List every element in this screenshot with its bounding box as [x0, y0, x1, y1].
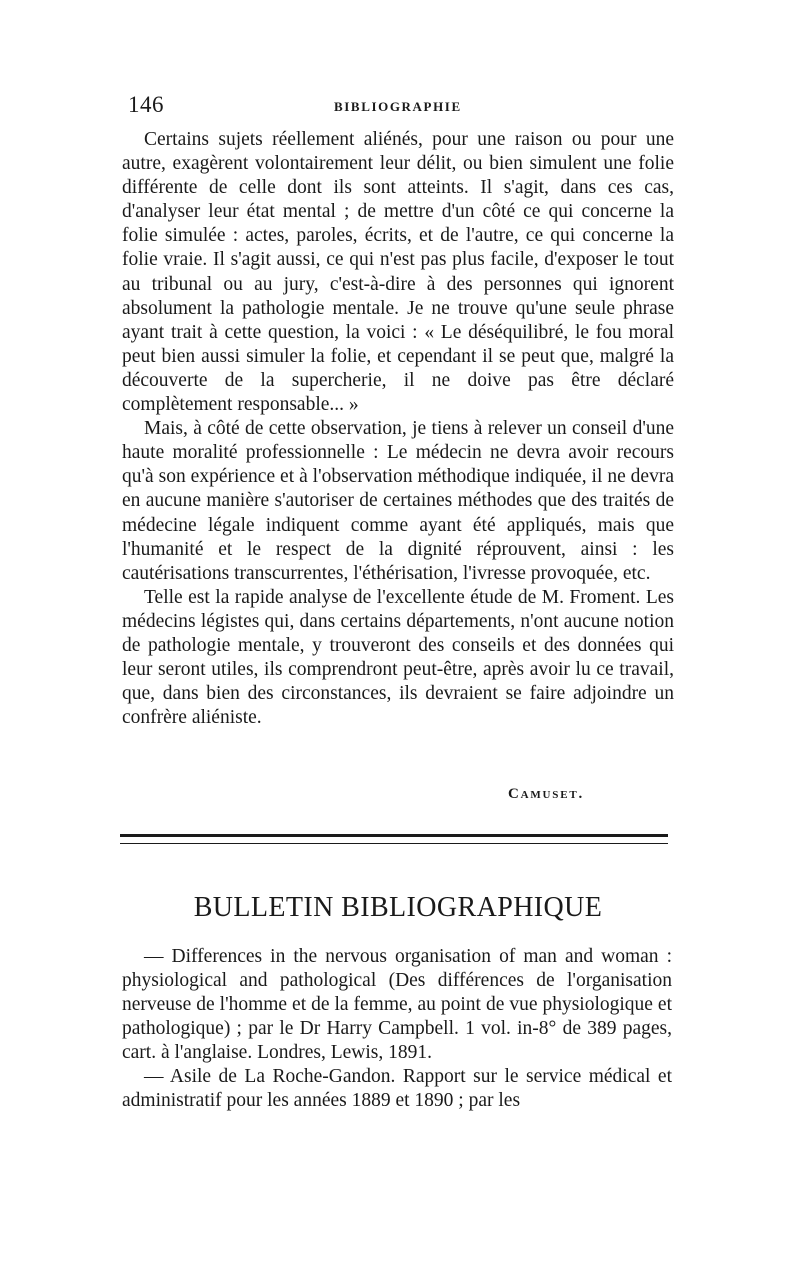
section-title: BULLETIN BIBLIOGRAPHIQUE — [193, 892, 603, 923]
running-head: BIBLIOGRAPHIE — [334, 99, 462, 114]
page-number: 146 — [128, 92, 164, 117]
paragraph: Certains sujets réellement aliénés, pour une raison ou pour une autre, exagèrent volontairement leur délit, ou bien simulent une folie différente de celle dont ils sont atteints. Il s'agit, dans ces cas, d'analyser leur état mental ; de mettre d'un côté ce qui concerne la folie simulée : actes, paroles, écrits, et de l'autre, ce qui concerne la folie vraie. Il s'agit aussi, ce qui n'est pas plus facile, d'exposer le tout au tribunal ou au jury, c'est-à-dire à des personnes qui ignorent absolument la pathologie mentale. Je ne trouve qu'une seule phrase ayant trait à cette question, la voici : « Le déséquilibré, le fou moral peut bien aussi simuler la folie, et cependant il se peut que, malgré la découverte de la supercherie, il ne doive pas être déclaré complètement responsable... » — [122, 129, 674, 416]
review-text — [122, 128, 674, 730]
bibliography-entry: — Asile de La Roche-Gandon. Rapport sur le service médical et administratif pour les années 1889 et 1890 ; par les — [122, 1066, 672, 1111]
bibliography-entries — [122, 945, 672, 1113]
section-divider-thick — [120, 834, 668, 837]
bibliography-entry: — Differences in the nervous organisation of man and woman : physiological and pathological (Des différences de l'organisation nerveuse de l'homme et de la femme, au point de vue physiologique et pathologique) ; par le Dr Harry Campbell. 1 vol. in-8° de 389 pages, cart. à l'anglaise. Londres, Lewis, 1891. — [122, 946, 672, 1063]
author-signature: Camuset. — [508, 786, 585, 802]
section-divider-thin — [120, 843, 668, 844]
paragraph: Mais, à côté de cette observation, je tiens à relever un conseil d'une haute moralité professionnelle : Le médecin ne devra avoir recours qu'à son expérience et à l'observation méthodique indiquée, il ne devra en aucune manière s'autoriser de certaines méthodes que des traités de médecine légale indiquent comme ayant été appliqués, mais que l'humanité et le respect de la dignité réprouvent, ainsi : les cautérisations transcurrentes, l'éthérisation, l'ivresse provoquée, etc. — [122, 418, 674, 584]
page-header — [124, 92, 672, 122]
paragraph: Telle est la rapide analyse de l'excellente étude de M. Froment. Les médecins légistes qui, dans certains départements, n'ont aucune notion de pathologie mentale, y trouveront des conseils et des données qui leur seront utiles, ils comprendront peut-être, après avoir lu ce travail, que, dans bien des circonstances, ils devraient se faire adjoindre un confrère aliéniste. — [122, 586, 674, 729]
